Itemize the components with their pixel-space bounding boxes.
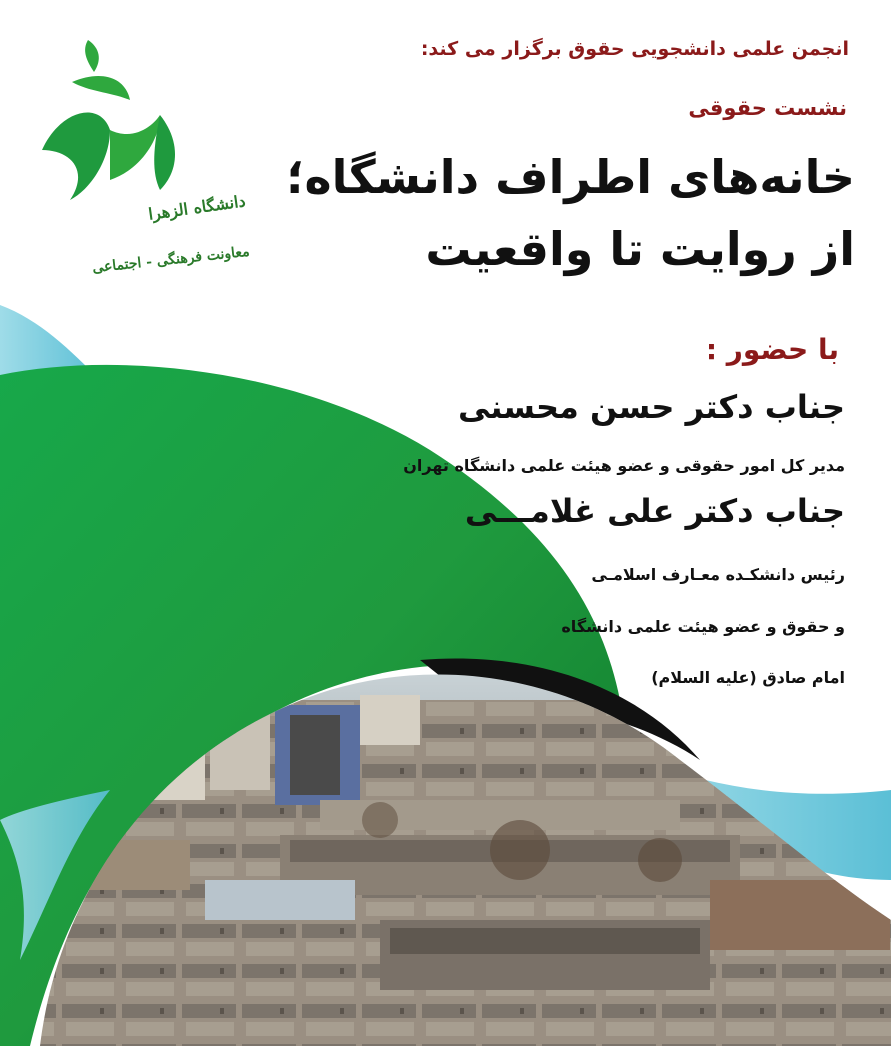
speaker2-role-line3: امام صادق (علیه السلام) <box>651 668 845 687</box>
speaker2-name: جناب دکتر علی غلامـــی <box>464 492 845 530</box>
session-type: نشست حقوقی <box>688 96 847 120</box>
guests-heading: با حضور : <box>705 333 839 366</box>
poster-title-line1: خانه‌های اطراف دانشگاه؛ <box>286 150 855 204</box>
organizer-text: انجمن علمی دانشجویی حقوق برگزار می کند: <box>420 38 849 60</box>
speaker2-role-line2: و حقوق و عضو هیئت علمی دانشگاه <box>561 617 845 636</box>
logo-emblem-icon <box>30 30 240 255</box>
poster-title-line2: از روایت تا واقعیت <box>425 222 855 276</box>
speaker1-name: جناب دکتر حسن محسنی <box>457 388 845 426</box>
speaker1-role: مدیر کل امور حقوقی و عضو هیئت علمی دانشگاه تهران <box>403 456 845 475</box>
university-logo <box>30 30 251 277</box>
speaker2-role-line1: رئیس دانشکـده معـارف اسلامـی <box>591 565 845 584</box>
logo-department: معاونت فرهنگی - اجتماعی <box>91 243 251 277</box>
logo-university-name: دانشگاه الزهرا <box>147 191 247 224</box>
